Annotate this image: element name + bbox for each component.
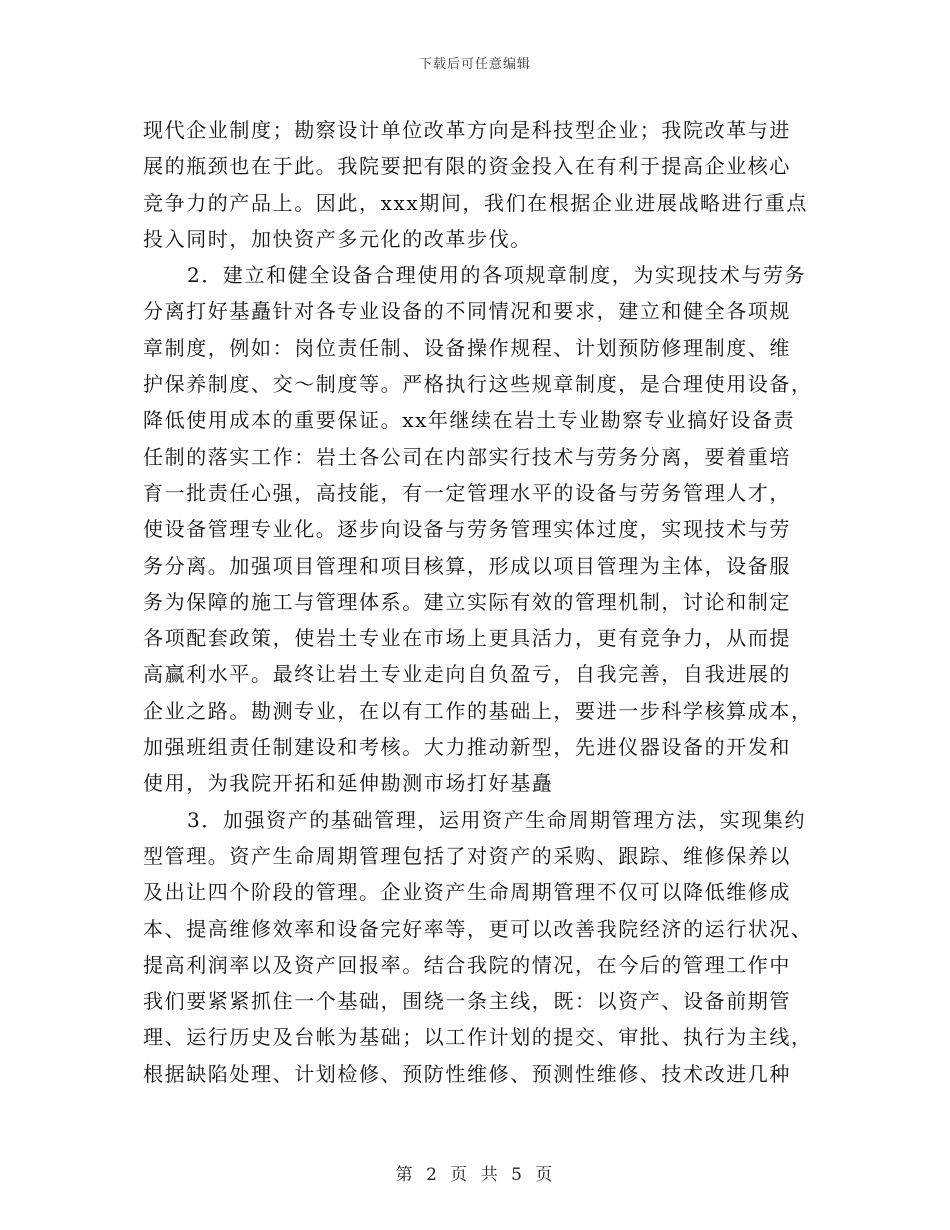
text-line: 投入同时，加快资产多元化的改革步伐。 xyxy=(143,226,532,251)
text-line: 章制度，例如：岗位责任制、设备操作规程、计划预防修理制度、维 xyxy=(143,335,791,360)
text-line: 现代企业制度；勘察设计单位改革方向是科技型企业；我院改革与进 xyxy=(143,118,791,142)
document-body xyxy=(143,112,813,1092)
text-line: 及出让四个阶段的管理。企业资产生命周期管理不仅可以降低维修成 xyxy=(143,880,791,905)
text-line: 各项配套政策，使岩土专业在市场上更具活力，更有竞争力，从而提 xyxy=(143,626,791,651)
text-line: 加强班组责任制建设和考核。大力推动新型，先进仪器设备的开发和 xyxy=(143,735,791,760)
text-line: 提高利润率以及资产回报率。结合我院的情况，在今后的管理工作中 xyxy=(143,952,791,977)
page-header-note: 下载后可任意编辑 xyxy=(418,57,531,72)
text-line: 3．加强资产的基础管理，运用资产生命周期管理方法，实现集约 xyxy=(187,807,807,832)
text-line: 本、提高维修效率和设备完好率等，更可以改善我院经济的运行状况、 xyxy=(143,916,813,941)
page-number-footer: 第 2 页 共 5 页 xyxy=(395,1165,555,1185)
text-line: 任制的落实工作：岩土各公司在内部实行技术与劳务分离，要着重培 xyxy=(143,444,791,469)
text-line: 展的瓶颈也在于此。我院要把有限的资金投入在有利于提高企业核心 xyxy=(143,154,791,179)
text-line: 使设备管理专业化。逐步向设备与劳务管理实体过度，实现技术与劳 xyxy=(143,517,791,542)
text-line: 我们要紧紧抓住一个基础，围绕一条主线，既：以资产、设备前期管 xyxy=(143,989,791,1014)
text-line: 育一批责任心强，高技能，有一定管理水平的设备与劳务管理人才， xyxy=(143,480,791,505)
text-line: 型管理。资产生命周期管理包括了对资产的采购、跟踪、维修保养以 xyxy=(143,843,791,868)
text-line: 护保养制度、交～制度等。严格执行这些规章制度，是合理使用设备， xyxy=(143,372,813,397)
text-line: 2．建立和健全设备合理使用的各项规章制度，为实现技术与劳务 xyxy=(187,263,807,288)
text-line: 竞争力的产品上。因此，xxx期间，我们在根据企业进展战略进行重点 xyxy=(143,190,809,215)
text-line: 务分离。加强项目管理和项目核算，形成以项目管理为主体，设备服 xyxy=(143,553,791,578)
text-line: 高赢利水平。最终让岩土专业走向自负盈亏，自我完善，自我进展的 xyxy=(143,662,791,687)
text-line: 使用，为我院开拓和延伸勘测市场打好基矗 xyxy=(143,771,554,796)
text-line: 理、运行历史及台帐为基础；以工作计划的提交、审批、执行为主线， xyxy=(143,1025,813,1050)
text-line: 根据缺陷处理、计划检修、预防性维修、预测性维修、技术改进几种 xyxy=(143,1061,791,1086)
text-line: 降低使用成本的重要保证。xx年继续在岩土专业勘察专业搞好设备责 xyxy=(143,408,796,433)
text-line: 务为保障的施工与管理体系。建立实际有效的管理机制，讨论和制定 xyxy=(143,589,791,614)
text-line: 企业之路。勘测专业，在以有工作的基础上，要进一步科学核算成本， xyxy=(143,698,813,723)
text-line: 分离打好基矗针对各专业设备的不同情况和要求，建立和健全各项规 xyxy=(143,299,791,324)
